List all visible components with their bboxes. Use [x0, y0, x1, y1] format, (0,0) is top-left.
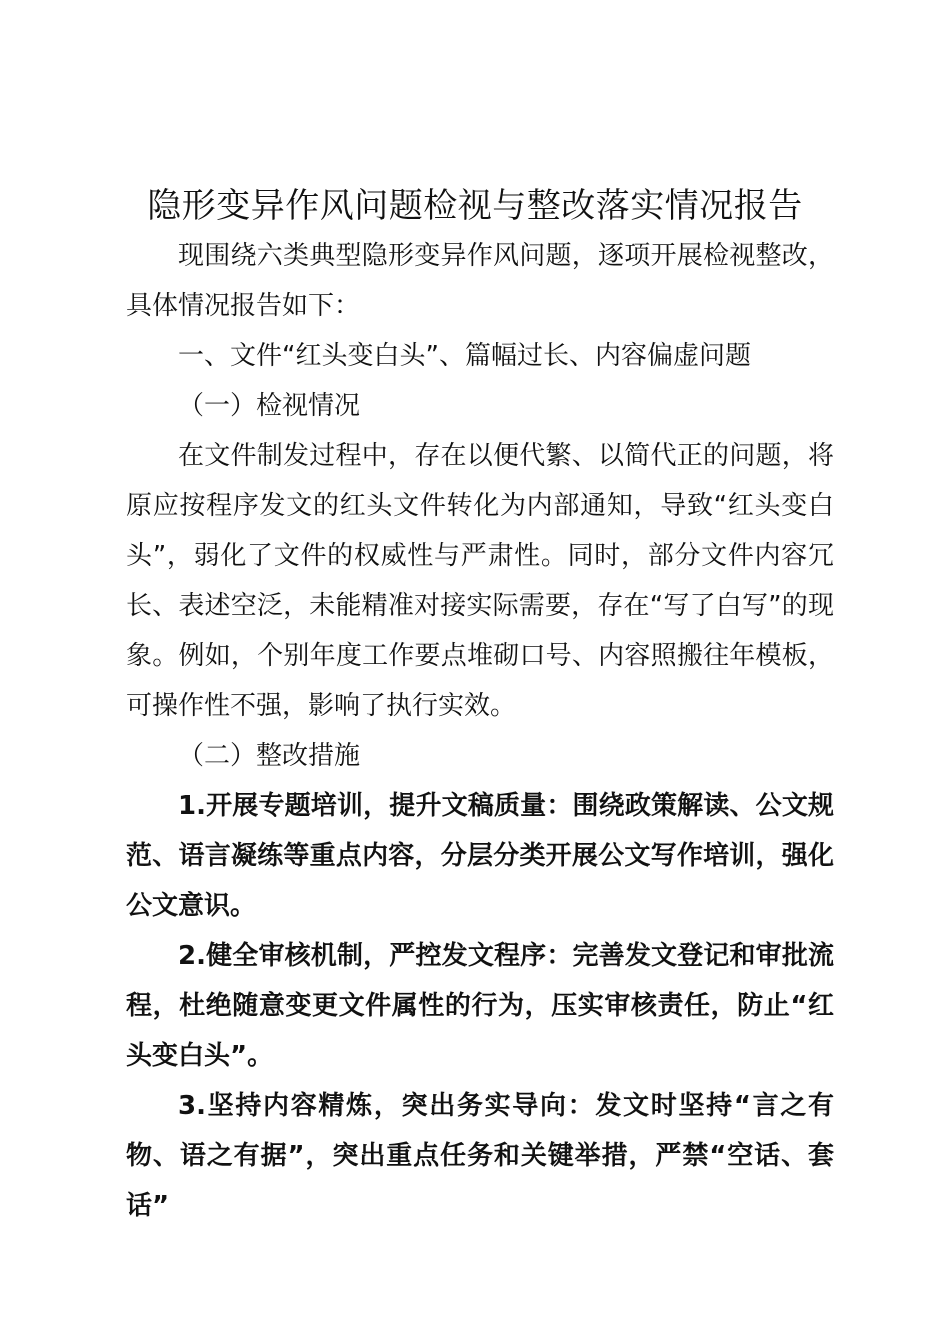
measure-item: 3.坚持内容精炼，突出务实导向：发文时坚持“言之有物、语之有据”，突出重点任务和关键举措，严禁“空话、套话”	[126, 1091, 834, 1221]
document-title: 隐形变异作风问题检视与整改落实情况报告	[147, 186, 803, 226]
intro-paragraph: 现围绕六类典型隐形变异作风问题，逐项开展检视整改，具体情况报告如下：	[126, 241, 834, 321]
document-body	[126, 231, 834, 1231]
measure-item: 1.开展专题培训，提升文稿质量：围绕政策解读、公文规范、语言凝练等重点内容，分层分类开展公文写作培训，强化公文意识。	[126, 791, 834, 921]
measure-item: 2.健全审核机制，严控发文程序：完善发文登记和审批流程，杜绝随意变更文件属性的行为，压实审核责任，防止“红头变白头”。	[126, 941, 834, 1071]
subsection-heading-review: （一）检视情况	[178, 391, 361, 421]
section-heading: 一、文件“红头变白头”、篇幅过长、内容偏虚问题	[178, 341, 751, 371]
subsection-heading-measures: （二）整改措施	[178, 741, 361, 771]
review-paragraph: 在文件制发过程中，存在以便代繁、以简代正的问题，将原应按程序发文的红头文件转化为内部通知，导致“红头变白头”，弱化了文件的权威性与严肃性。同时，部分文件内容冗长、表述空泛，未能精准对接实际需要，存在“写了白写”的现象。例如，个别年度工作要点堆砌口号、内容照搬往年模板，可操作性不强，影响了执行实效。	[126, 441, 834, 721]
